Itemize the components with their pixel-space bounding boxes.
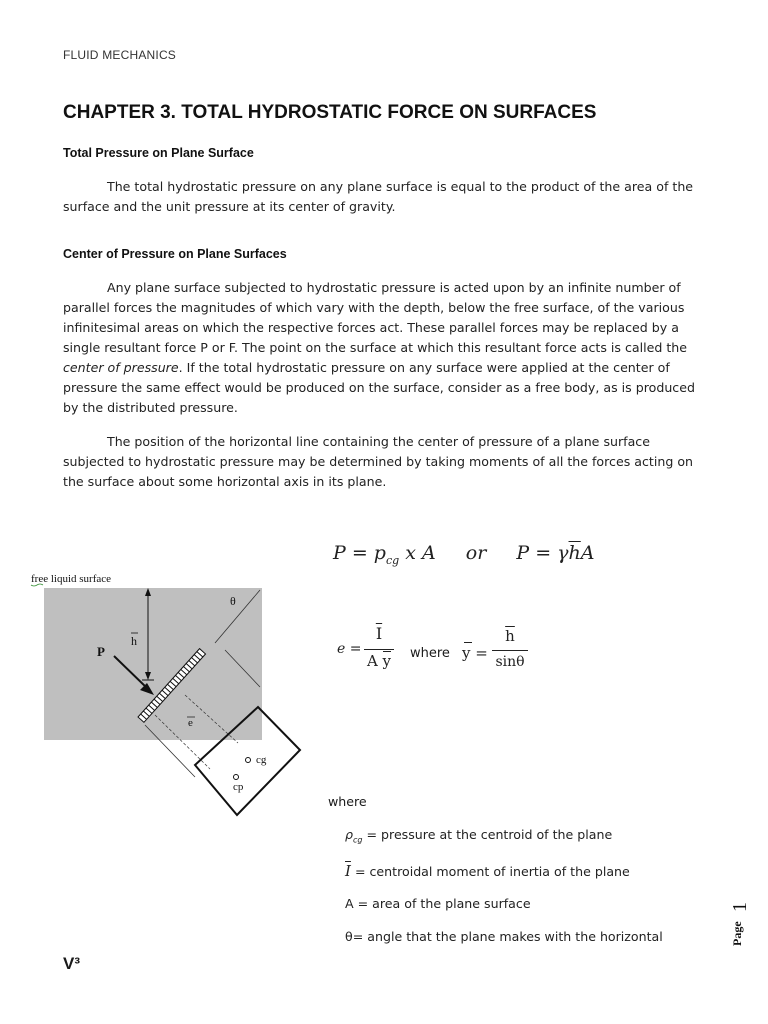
def-symbol: A (345, 896, 354, 911)
formula-or: or (465, 542, 487, 564)
theta-label: θ (230, 594, 236, 608)
y-lhs-overbar (464, 642, 472, 643)
page-digit: 1 (729, 902, 751, 912)
y-numerator (492, 627, 528, 645)
cp-label: cp (233, 781, 244, 793)
logo-v3: V³ (63, 954, 80, 973)
definition-pcg (345, 827, 612, 845)
y-denominator: sinθ (495, 654, 525, 670)
chapter-title: CHAPTER 3. TOTAL HYDROSTATIC FORCE ON SURFACES (63, 102, 597, 123)
italic-term: center of pressure (63, 360, 179, 375)
y-fraction-bar (492, 650, 528, 651)
e-numerator (364, 624, 394, 643)
paragraph-text: . If the total hydrostatic pressure on any surface were applied at the center of pressure the same effect would be produced on the surface, consider as a free body, as is produced by the distributed pressure. (63, 360, 695, 415)
formula-h-bar: $\overline{h}$ (568, 542, 581, 564)
def-text: = area of the plane surface (353, 896, 531, 911)
e-denominator: A y (366, 652, 392, 670)
paragraph-center-of-pressure (63, 278, 711, 418)
section-title-center-of-pressure: Center of Pressure on Plane Surfaces (63, 247, 287, 261)
def-symbol: θ (345, 929, 353, 944)
running-header: FLUID MECHANICS (63, 48, 177, 62)
formula-part: P = p (333, 542, 386, 564)
def-symbol: $\overline{I}$ (345, 862, 351, 880)
centroid-point (246, 758, 251, 763)
paragraph-text: Any plane surface subjected to hydrostatic pressure is acted upon by an infinite number of parallel forces the magnitudes of which vary with the depth, below the free surface, of the various infinitesimal areas on which the respective forces act. These parallel forces may be replaced by a single resultant force P or F. The point on the surface at which this resultant force acts is called the (63, 280, 688, 355)
free-surface-label: free liquid surface (31, 573, 112, 585)
formula-part: P = γ (516, 542, 569, 564)
paragraph-total-pressure (63, 177, 711, 217)
y-num-text: $\overline{h}$ (505, 627, 515, 645)
definition-a (345, 896, 531, 911)
force-p-label: P (97, 644, 105, 659)
e-num-text: $\overline{I}$ (375, 624, 383, 643)
page-word: Page (730, 921, 744, 946)
where-label: where (328, 794, 367, 809)
def-text: = pressure at the centroid of the plane (362, 827, 613, 842)
def-text: = centroidal moment of inertia of the plane (350, 864, 630, 879)
e-label: e (188, 717, 193, 729)
pressure-center-point (234, 775, 239, 780)
formula-part: x A (399, 542, 436, 564)
h-label: h (131, 634, 137, 648)
section-title-total-pressure: Total Pressure on Plane Surface (63, 146, 254, 160)
liquid-region (44, 588, 262, 740)
total-pressure-formula (333, 542, 595, 567)
formula-part: A (580, 542, 595, 564)
paragraph-text: The total hydrostatic pressure on any plane surface is equal to the product of the area of the surface and the unit pressure at its center of gravity. (63, 179, 694, 214)
e-lhs: e = (337, 641, 362, 657)
e-fraction-bar (364, 649, 394, 650)
definition-theta (345, 929, 663, 944)
page-number (722, 900, 768, 948)
def-text: = angle that the plane makes with the horizontal (352, 929, 663, 944)
def-symbol: ρ (345, 827, 353, 842)
formula-subscript: cg (385, 553, 400, 567)
definition-i (345, 862, 630, 880)
cg-label: cg (256, 754, 267, 766)
y-lhs: y = (462, 644, 488, 662)
inclined-plane-figure (20, 565, 320, 825)
paragraph-text: The position of the horizontal line containing the center of pressure of a plane surface subjected to hydrostatic pressure may be determined by taking moments of all the forces acting on the surface about some horizontal axis in its plane. (63, 434, 694, 489)
y-overbar (383, 651, 391, 652)
def-subscript: cg (353, 835, 363, 845)
paragraph-horizontal-line (63, 432, 711, 492)
where-inline: where (410, 646, 450, 661)
